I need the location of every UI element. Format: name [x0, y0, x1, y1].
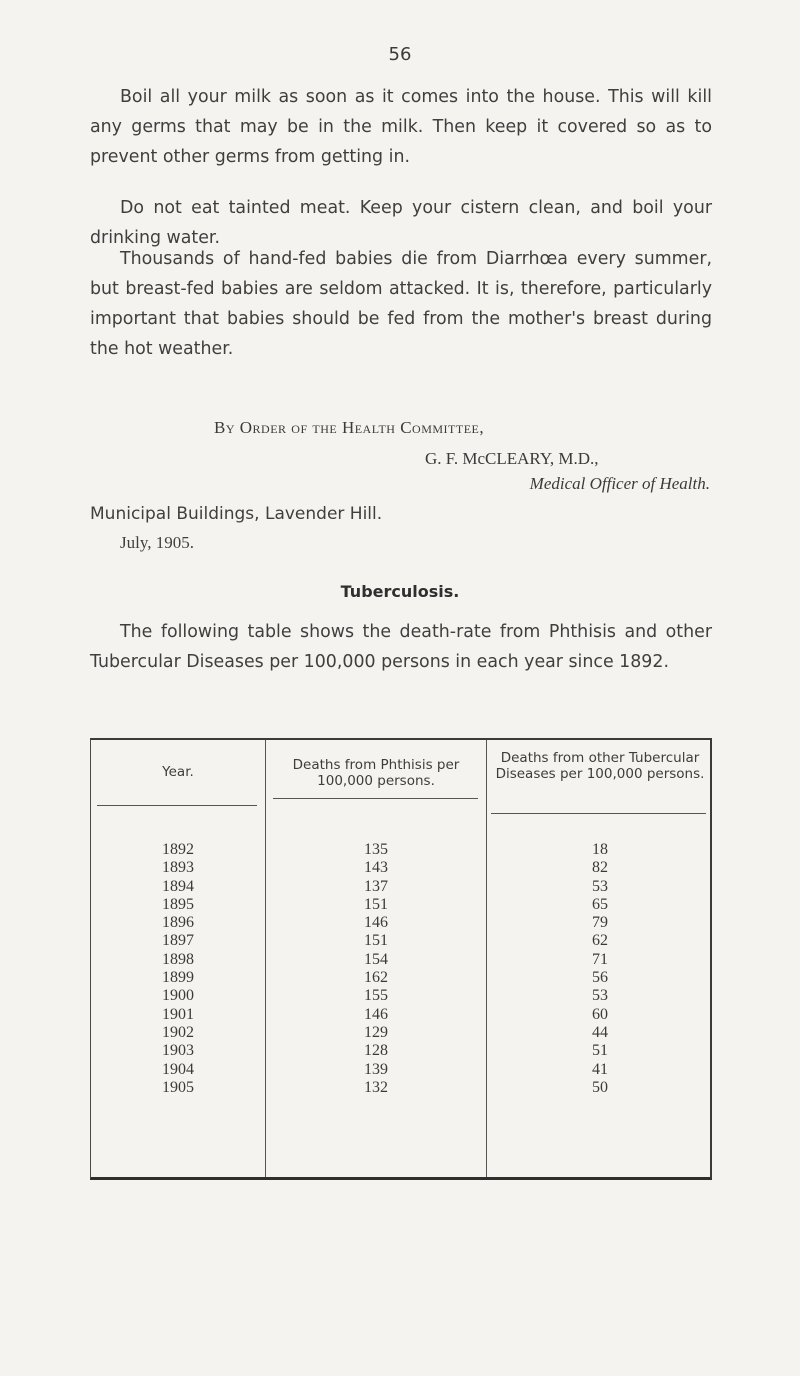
column-divider	[486, 740, 487, 1177]
phthisis-cell: 135	[364, 841, 388, 858]
year-cell: 1903	[162, 1042, 194, 1060]
year-cell: 1905	[162, 1078, 194, 1096]
column-year	[91, 841, 265, 1097]
header-rule	[273, 798, 478, 799]
year-cell: 1900	[162, 987, 194, 1005]
other-cell: 82	[592, 859, 608, 877]
phthisis-cell: 132	[364, 1078, 388, 1096]
other-cell: 53	[592, 877, 608, 895]
year-cell: 1902	[162, 1023, 194, 1041]
order-line: By Order of the Health Committee,	[214, 418, 485, 437]
section-title: Tuberculosis.	[340, 582, 460, 601]
paragraph-babies: Thousands of hand-fed babies die from Diarrhœa every summer, but breast-fed babies are seldom attacked. It is, therefore, particularly important that babies should be fed from the mother's breast during the hot weather.	[90, 249, 712, 359]
year-cell: 1895	[162, 895, 194, 913]
other-cell: 41	[592, 1060, 608, 1078]
phthisis-cell: 146	[364, 914, 388, 932]
column-phthisis	[267, 841, 485, 1097]
phthisis-cell: 151	[364, 932, 388, 950]
officer-name: G. F. McCLEARY, M.D.,	[425, 449, 599, 468]
mortality-table	[90, 738, 712, 1180]
year-cell: 1898	[162, 950, 194, 968]
phthisis-cell: 154	[364, 950, 388, 968]
header-year: Year.	[162, 764, 194, 780]
year-cell: 1901	[162, 1005, 194, 1023]
other-cell: 51	[592, 1042, 608, 1060]
phthisis-cell: 137	[364, 877, 388, 895]
other-cell: 56	[592, 969, 608, 987]
address: Municipal Buildings, Lavender Hill.	[90, 504, 383, 524]
year-cell: 1896	[162, 914, 194, 932]
year-cell: 1893	[162, 859, 194, 877]
phthisis-cell: 151	[364, 895, 388, 913]
header-rule	[97, 805, 257, 806]
phthisis-cell: 162	[364, 969, 388, 987]
officer-title: Medical Officer of Health.	[529, 474, 710, 493]
phthisis-cell: 128	[364, 1042, 388, 1060]
paragraph-intro: The following table shows the death-rate from Phthisis and other Tubercular Diseases per 100,000 persons in each year since 1892.	[90, 622, 712, 672]
other-cell: 18	[592, 841, 608, 858]
other-cell: 62	[592, 932, 608, 950]
other-cell: 79	[592, 914, 608, 932]
other-cell: 60	[592, 1005, 608, 1023]
header-rule	[491, 813, 706, 814]
other-cell: 65	[592, 895, 608, 913]
phthisis-cell: 129	[364, 1023, 388, 1041]
phthisis-cell: 146	[364, 1005, 388, 1023]
paragraph-milk: Boil all your milk as soon as it comes into the house. This will kill any germs that may be in the milk. Then keep it covered so as to prevent other germs from getting in.	[90, 87, 712, 167]
phthisis-cell: 155	[364, 987, 388, 1005]
other-cell: 44	[592, 1023, 608, 1041]
column-divider	[265, 740, 266, 1177]
header-phthisis: Deaths from Phthisis per 100,000 persons.	[292, 757, 460, 789]
year-cell: 1894	[162, 877, 194, 895]
year-cell: 1897	[162, 932, 194, 950]
date: July, 1905.	[120, 533, 194, 552]
year-cell: 1904	[162, 1060, 194, 1078]
other-cell: 53	[592, 987, 608, 1005]
paragraph-meat: Do not eat tainted meat. Keep your cistern clean, and boil your drinking water.	[90, 198, 712, 248]
other-cell: 50	[592, 1078, 608, 1096]
other-cell: 71	[592, 950, 608, 968]
year-cell: 1892	[162, 841, 194, 858]
phthisis-cell: 143	[364, 859, 388, 877]
header-other: Deaths from other Tubercular Diseases per 100,000 persons.	[495, 750, 705, 782]
phthisis-cell: 139	[364, 1060, 388, 1078]
year-cell: 1899	[162, 969, 194, 987]
column-other	[489, 841, 711, 1097]
page-number: 56	[388, 44, 412, 65]
